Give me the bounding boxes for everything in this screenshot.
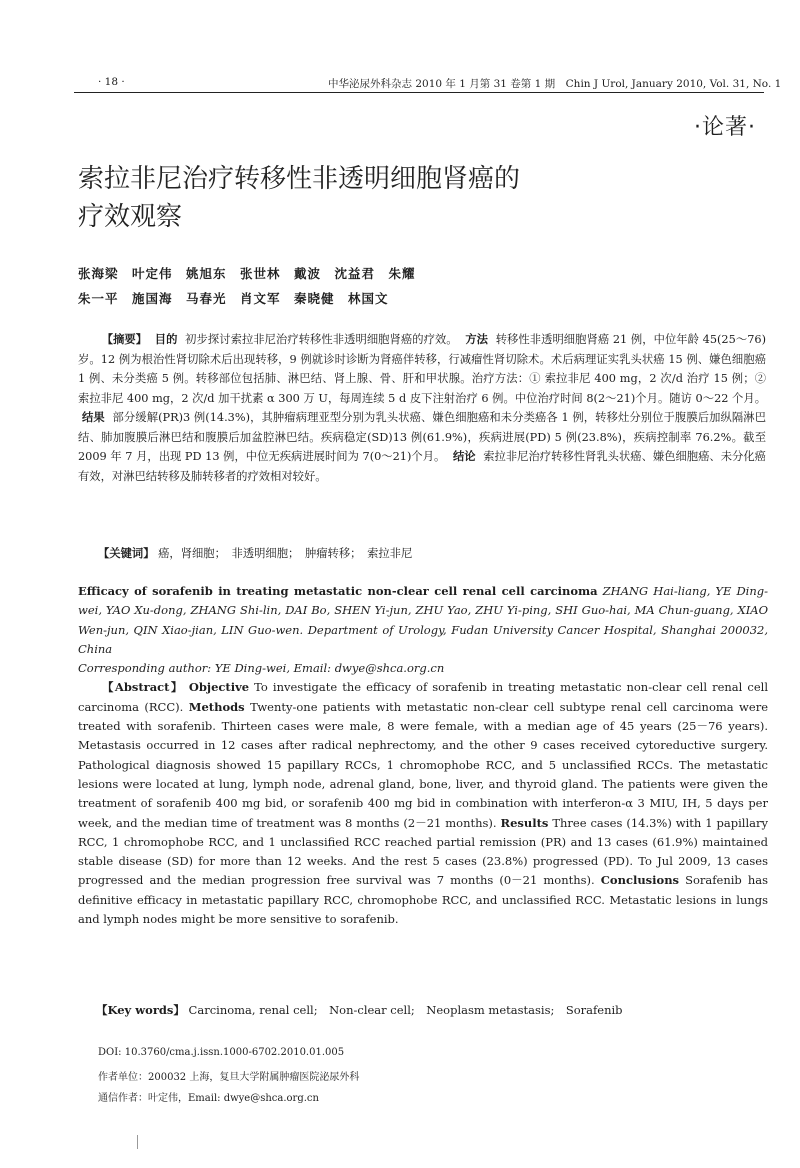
- doi: DOI: 10.3760/cma.j.issn.1000-6702.2010.01.005: [98, 1047, 345, 1058]
- objective-label-en: Objective: [188, 680, 250, 695]
- results-label-en: Results: [500, 815, 549, 830]
- results-text-zh: 部分缓解(PR)3 例(14.3%)，其肿瘤病理亚型分别为乳头状癌、嫌色细胞癌和未分类癌各 1 例，转移灶分别位于腹膜后加纵隔淋巴结、肺加腹膜后淋巴结和腹膜后加盆腔淋巴结。疾病稳定(SD)13 例(61.9%)，疾病进展(PD) 5 例(23.8%)，疾病控制率 76.2%。截至 2009 年 7 月，出现 PD 13 例，中位无疾病进展时间为 7(0～21)个月。: [78, 411, 766, 463]
- column-mark: [137, 1135, 138, 1149]
- methods-label-en: Methods: [188, 699, 245, 714]
- conclusions-label-en: Conclusions: [600, 873, 680, 888]
- abstract-label-zh: 【摘要】: [101, 332, 148, 346]
- methods-label-zh: 方法: [465, 332, 489, 346]
- results-text-en: Three cases (14.3%) with 1 papillary RCC, 1 chromophobe RCC, and 1 unclassified RCC reached partial remission (PR) and 13 cases (61.9%) maintained stable disease (SD) for more than 12 weeks. And the rest 5 cases (23.8%) progressed (PD). To Jul 2009, 13 cases progressed and the median progression free survival was 7 months (0－21 months).: [78, 815, 769, 888]
- english-corresponding: Corresponding author: YE Ding-wei, Email: dwye@shca.org.cn: [78, 661, 445, 676]
- header-rule: [74, 92, 764, 93]
- article-title: [78, 160, 678, 236]
- objective-label-zh: 目的: [154, 332, 178, 346]
- methods-text-en: Twenty-one patients with metastatic non-clear cell subtype renal cell carcinoma were treated with sorafenib. Thirteen cases were male, 8 were female, with a median age of 45 years (25－76 years). Metastasis occurred in 12 cases after radical nephrectomy, and the other 9 cases received cytoreductive surgery. Pathological diagnosis showed 15 papillary RCCs, 1 chromophobe RCC, and 5 unclassified RCCs. The metastatic lesions were located at lung, lymph node, adrenal gland, bone, liver, and thyroid gland. The patients were given the treatment of sorafenib 400 mg bid, or sorafenib 400 mg bid in combination with interferon-α 3 MIU, IH, 5 days per week, and the median time of treatment was 8 months (2－21 months).: [78, 699, 769, 830]
- keywords-en: [96, 1002, 623, 1018]
- journal-header: 中华泌尿外科杂志 2010 年 1 月第 31 卷第 1 期 Chin J Urol, January 2010, Vol. 31, No. 1: [328, 78, 782, 90]
- objective-text-zh: 初步探讨索拉非尼治疗转移性非透明细胞肾癌的疗效。: [185, 333, 458, 346]
- abstract-label-en: 【Abstract】: [102, 680, 184, 695]
- author-affiliation: 作者单位：200032 上海，复旦大学附属肿瘤医院泌尿外科: [98, 1072, 360, 1083]
- keywords-text-zh: 癌，肾细胞； 非透明细胞； 肿瘤转移； 索拉非尼: [158, 547, 413, 560]
- chinese-abstract: [78, 330, 766, 486]
- conclusions-label-zh: 结论: [452, 449, 476, 463]
- title-line-2: 疗效观察: [78, 202, 183, 232]
- keywords-label-en: 【Key words】: [96, 1003, 185, 1017]
- page-number: · 18 ·: [98, 76, 125, 88]
- methods-text-zh: 转移性非透明细胞肾癌 21 例，中位年龄 45(25～76)岁。12 例为根治性肾切除术后出现转移，9 例就诊时诊断为肾癌伴转移，行减瘤性肾切除术。术后病理证实乳头状癌 15 例、嫌色细胞癌 1 例、未分类癌 5 例。转移部位包括肺、淋巴结、肾上腺、骨、肝和甲状腺。治疗方法：① 索拉非尼 400 mg，2 次/d 治疗 15 例；② 索拉非尼 400 mg，2 次/d 加干扰素 α 300 万 U，每周连续 5 d 皮下注射治疗 6 例。中位治疗时间 8(2～21)个月。随访 0～22 个月。: [78, 333, 767, 405]
- conclusions-text-en: Sorafenib has definitive efficacy in metastatic papillary RCC, chromophobe RCC, and unclassified RCC. Metastatic lesions in lungs and lymph nodes might be more sensitive to sorafenib.: [78, 873, 769, 927]
- results-label-zh: 结果: [82, 410, 105, 424]
- english-affiliation: Department of Urology, Fudan University Cancer Hospital, Shanghai 200032, China: [78, 622, 769, 656]
- keywords-zh: [98, 545, 412, 561]
- keywords-text-en: Carcinoma, renal cell; Non-clear cell; Neoplasm metastasis; Sorafenib: [188, 1003, 623, 1017]
- title-line-1: 索拉非尼治疗转移性非透明细胞肾癌的: [78, 164, 521, 194]
- corresponding-author: 通信作者：叶定伟，Email: dwye@shca.org.cn: [98, 1093, 319, 1104]
- english-authors: ZHANG Hai-liang, YE Ding-wei, YAO Xu-dong, ZHANG Shi-lin, DAI Bo, SHEN Yi-jun, ZHU Yao, ZHU Yi-ping, SHI Guo-hai, MA Chun-guang, XIAO Wen-jun, QIN Xiao-jian, LIN Guo-wen.: [78, 584, 768, 637]
- english-title: Efficacy of sorafenib in treating metastatic non-clear cell renal cell carcinoma: [78, 584, 598, 598]
- english-section: [78, 582, 768, 929]
- english-abstract: [78, 678, 768, 929]
- conclusions-text-zh: 索拉非尼治疗转移性肾乳头状癌、嫌色细胞癌、未分化癌有效，对淋巴结转移及肺转移者的疗效相对较好。: [78, 450, 766, 483]
- keywords-label-zh: 【关键词】: [98, 546, 155, 560]
- section-tag: ·论著·: [694, 115, 756, 140]
- authors-line-2: 朱一平 施国海 马春光 肖文军 秦晓健 林国文: [78, 291, 389, 306]
- authors-line-1: 张海梁 叶定伟 姚旭东 张世林 戴波 沈益君 朱耀: [78, 266, 416, 281]
- objective-text-en: To investigate the efficacy of sorafenib in treating metastatic non-clear cell renal cell carcinoma (RCC).: [78, 680, 768, 714]
